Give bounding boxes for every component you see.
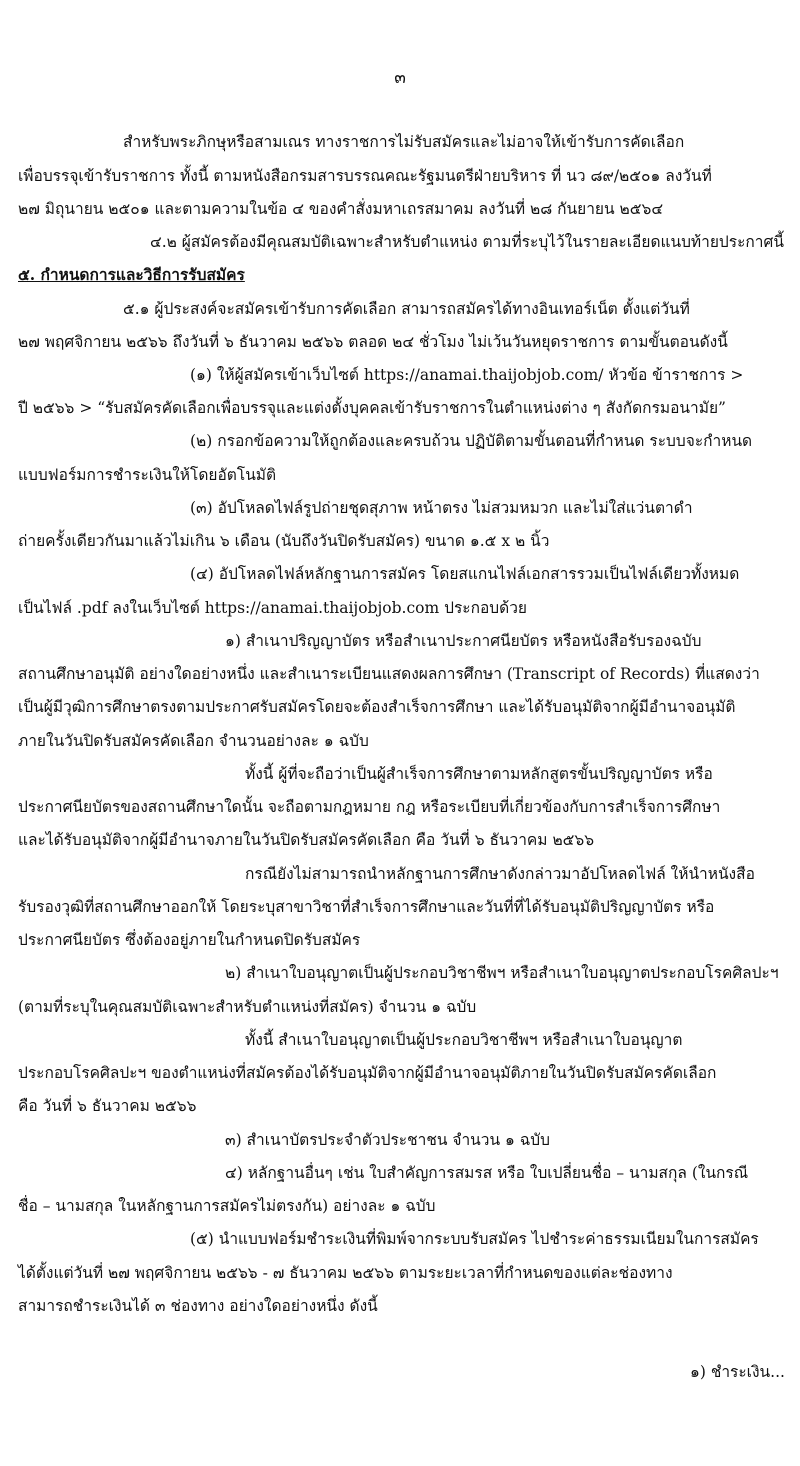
text-line: คือ วันที่ ๖ ธันวาคม ๒๕๖๖ — [18, 1097, 197, 1115]
text-line: ได้ตั้งแต่วันที่ ๒๗ พฤศจิกายน ๒๕๖๖ - ๗ ธันวาคม ๒๕๖๖ ตามระยะเวลาที่กำหนดของแต่ละช่องทาง — [18, 1264, 673, 1282]
text-line: ทั้งนี้ ผู้ที่จะถือว่าเป็นผู้สำเร็จการศึกษาตามหลักสูตรขั้นปริญญาบัตร หรือ — [245, 765, 713, 783]
text-line: ๕.๑ ผู้ประสงค์จะสมัครเข้ารับการคัดเลือก สามารถสมัครได้ทางอินเทอร์เน็ต ตั้งแต่วันที่ — [123, 300, 690, 318]
text-line: ๑) สำเนาปริญญาบัตร หรือสำเนาประกาศนียบัตร หรือหนังสือรับรองฉบับ — [225, 632, 702, 650]
text-line: สามารถชำระเงินได้ ๓ ช่องทาง อย่างใดอย่างหนึ่ง ดังนี้ — [18, 1297, 378, 1315]
text-line: ชื่อ – นามสกุล ในหลักฐานการสมัครไม่ตรงกัน) อย่างละ ๑ ฉบับ — [18, 1197, 436, 1215]
text-line: ปี ๒๕๖๖ > “รับสมัครคัดเลือกเพื่อบรรจุและแต่งตั้งบุคคลเข้ารับราชการในตำแหน่งต่าง ๆ สังกัดกรมอนามัย” — [18, 399, 726, 417]
text-line: ๒๗ พฤศจิกายน ๒๕๖๖ ถึงวันที่ ๖ ธันวาคม ๒๕๖๖ ตลอด ๒๔ ชั่วโมง ไม่เว้นวันหยุดราชการ ตามขั้นตอนดังนี้ — [18, 333, 728, 351]
text-line: (๒) กรอกข้อความให้ถูกต้องและครบถ้วน ปฏิบัติตามขั้นตอนที่กำหนด ระบบจะกำหนด — [190, 432, 753, 450]
text-line: ประกอบโรคศิลปะฯ ของตำแหน่งที่สมัครต้องได้รับอนุมัติจากผู้มีอำนาจอนุมัติภายในวันปิดรับสมัครคัดเลือก — [18, 1064, 717, 1082]
text-line: ทั้งนี้ สำเนาใบอนุญาตเป็นผู้ประกอบวิชาชีพฯ หรือสำเนาใบอนุญาต — [245, 1031, 683, 1049]
text-line: สถานศึกษาอนุมัติ อย่างใดอย่างหนึ่ง และสำเนาระเบียนแสดงผลการศึกษา (Transcript of Records) ที่แสดงว่า — [18, 665, 760, 683]
text-line: ๔.๒ ผู้สมัครต้องมีคุณสมบัติเฉพาะสำหรับตำแหน่ง ตามที่ระบุไว้ในรายละเอียดแนบท้ายประกาศนี้ — [150, 233, 784, 251]
text-line: (๔) อัปโหลดไฟล์หลักฐานการสมัคร โดยสแกนไฟล์เอกสารรวมเป็นไฟล์เดียวทั้งหมด — [190, 565, 740, 583]
text-line: (๑) ให้ผู้สมัครเข้าเว็บไซต์ https://anamai.thaijobjob.com/ หัวข้อ ข้าราชการ > — [190, 366, 744, 384]
page-number: ๓ — [394, 68, 406, 88]
text-line: เพื่อบรรจุเข้ารับราชการ ทั้งนี้ ตามหนังสือกรมสารบรรณคณะรัฐมนตรีฝ่ายบริหาร ที่ นว ๘๙/๒๕๐๑ ลงวันที่ — [18, 167, 712, 185]
text-line: ภายในวันปิดรับสมัครคัดเลือก จำนวนอย่างละ ๑ ฉบับ — [18, 732, 369, 750]
text-line: ประกาศนียบัตรของสถานศึกษาใดนั้น จะถือตามกฎหมาย กฎ หรือระเบียบที่เกี่ยวข้องกับการสำเร็จการศึกษา — [18, 798, 721, 816]
text-line: (๕) นำแบบฟอร์มชำระเงินที่พิมพ์จากระบบรับสมัคร ไปชำระค่าธรรมเนียมในการสมัคร — [190, 1230, 759, 1248]
text-line: เป็นไฟล์ .pdf ลงในเว็บไซต์ https://anamai.thaijobjob.com ประกอบด้วย — [18, 599, 527, 617]
text-line: ถ่ายครั้งเดียวกันมาแล้วไม่เกิน ๖ เดือน (นับถึงวันปิดรับสมัคร) ขนาด ๑.๕ x ๒ นิ้ว — [18, 532, 550, 550]
text-line: ๒) สำเนาใบอนุญาตเป็นผู้ประกอบวิชาชีพฯ หรือสำเนาใบอนุญาตประกอบโรคศิลปะฯ — [225, 964, 779, 982]
text-line: และได้รับอนุมัติจากผู้มีอำนาจภายในวันปิดรับสมัครคัดเลือก คือ วันที่ ๖ ธันวาคม ๒๕๖๖ — [18, 831, 595, 849]
text-line: เป็นผู้มีวุฒิการศึกษาตรงตามประกาศรับสมัครโดยจะต้องสำเร็จการศึกษา และได้รับอนุมัติจากผู้มีอำนาจอนุมัติ — [18, 698, 736, 716]
text-line: แบบฟอร์มการชำระเงินให้โดยอัตโนมัติ — [18, 466, 277, 484]
text-line: ๓) สำเนาบัตรประจำตัวประชาชน จำนวน ๑ ฉบับ — [225, 1131, 550, 1149]
continuation-text: ๑) ชำระเงิน... — [690, 1363, 785, 1381]
text-line: ๔) หลักฐานอื่นๆ เช่น ใบสำคัญการสมรส หรือ ใบเปลี่ยนชื่อ – นามสกุล (ในกรณี — [225, 1164, 749, 1182]
text-line: สำหรับพระภิกษุหรือสามเณร ทางราชการไม่รับสมัครและไม่อาจให้เข้ารับการคัดเลือก — [123, 133, 685, 151]
text-line: ประกาศนียบัตร ซึ่งต้องอยู่ภายในกำหนดปิดรับสมัคร — [18, 931, 361, 949]
text-line: ๒๗ มิถุนายน ๒๕๐๑ และตามความในข้อ ๔ ของคำสั่งมหาเถรสมาคม ลงวันที่ ๒๘ กันยายน ๒๕๖๔ — [18, 200, 664, 218]
text-line: (๓) อัปโหลดไฟล์รูปถ่ายชุดสุภาพ หน้าตรง ไม่สวมหมวก และไม่ใส่แว่นตาดำ — [190, 499, 693, 517]
text-line: (ตามที่ระบุในคุณสมบัติเฉพาะสำหรับตำแหน่งที่สมัคร) จำนวน ๑ ฉบับ — [18, 998, 477, 1016]
section-heading: ๕. กำหนดการและวิธีการรับสมัคร — [18, 265, 245, 284]
text-line: กรณียังไม่สามารถนำหลักฐานการศึกษาดังกล่าวมาอัปโหลดไฟล์ ให้นำหนังสือ — [245, 865, 755, 883]
text-line: รับรองวุฒิที่สถานศึกษาออกให้ โดยระบุสาขาวิชาที่สำเร็จการศึกษาและวันที่ที่ได้รับอนุมัติปริญญาบัตร หรือ — [18, 898, 715, 916]
